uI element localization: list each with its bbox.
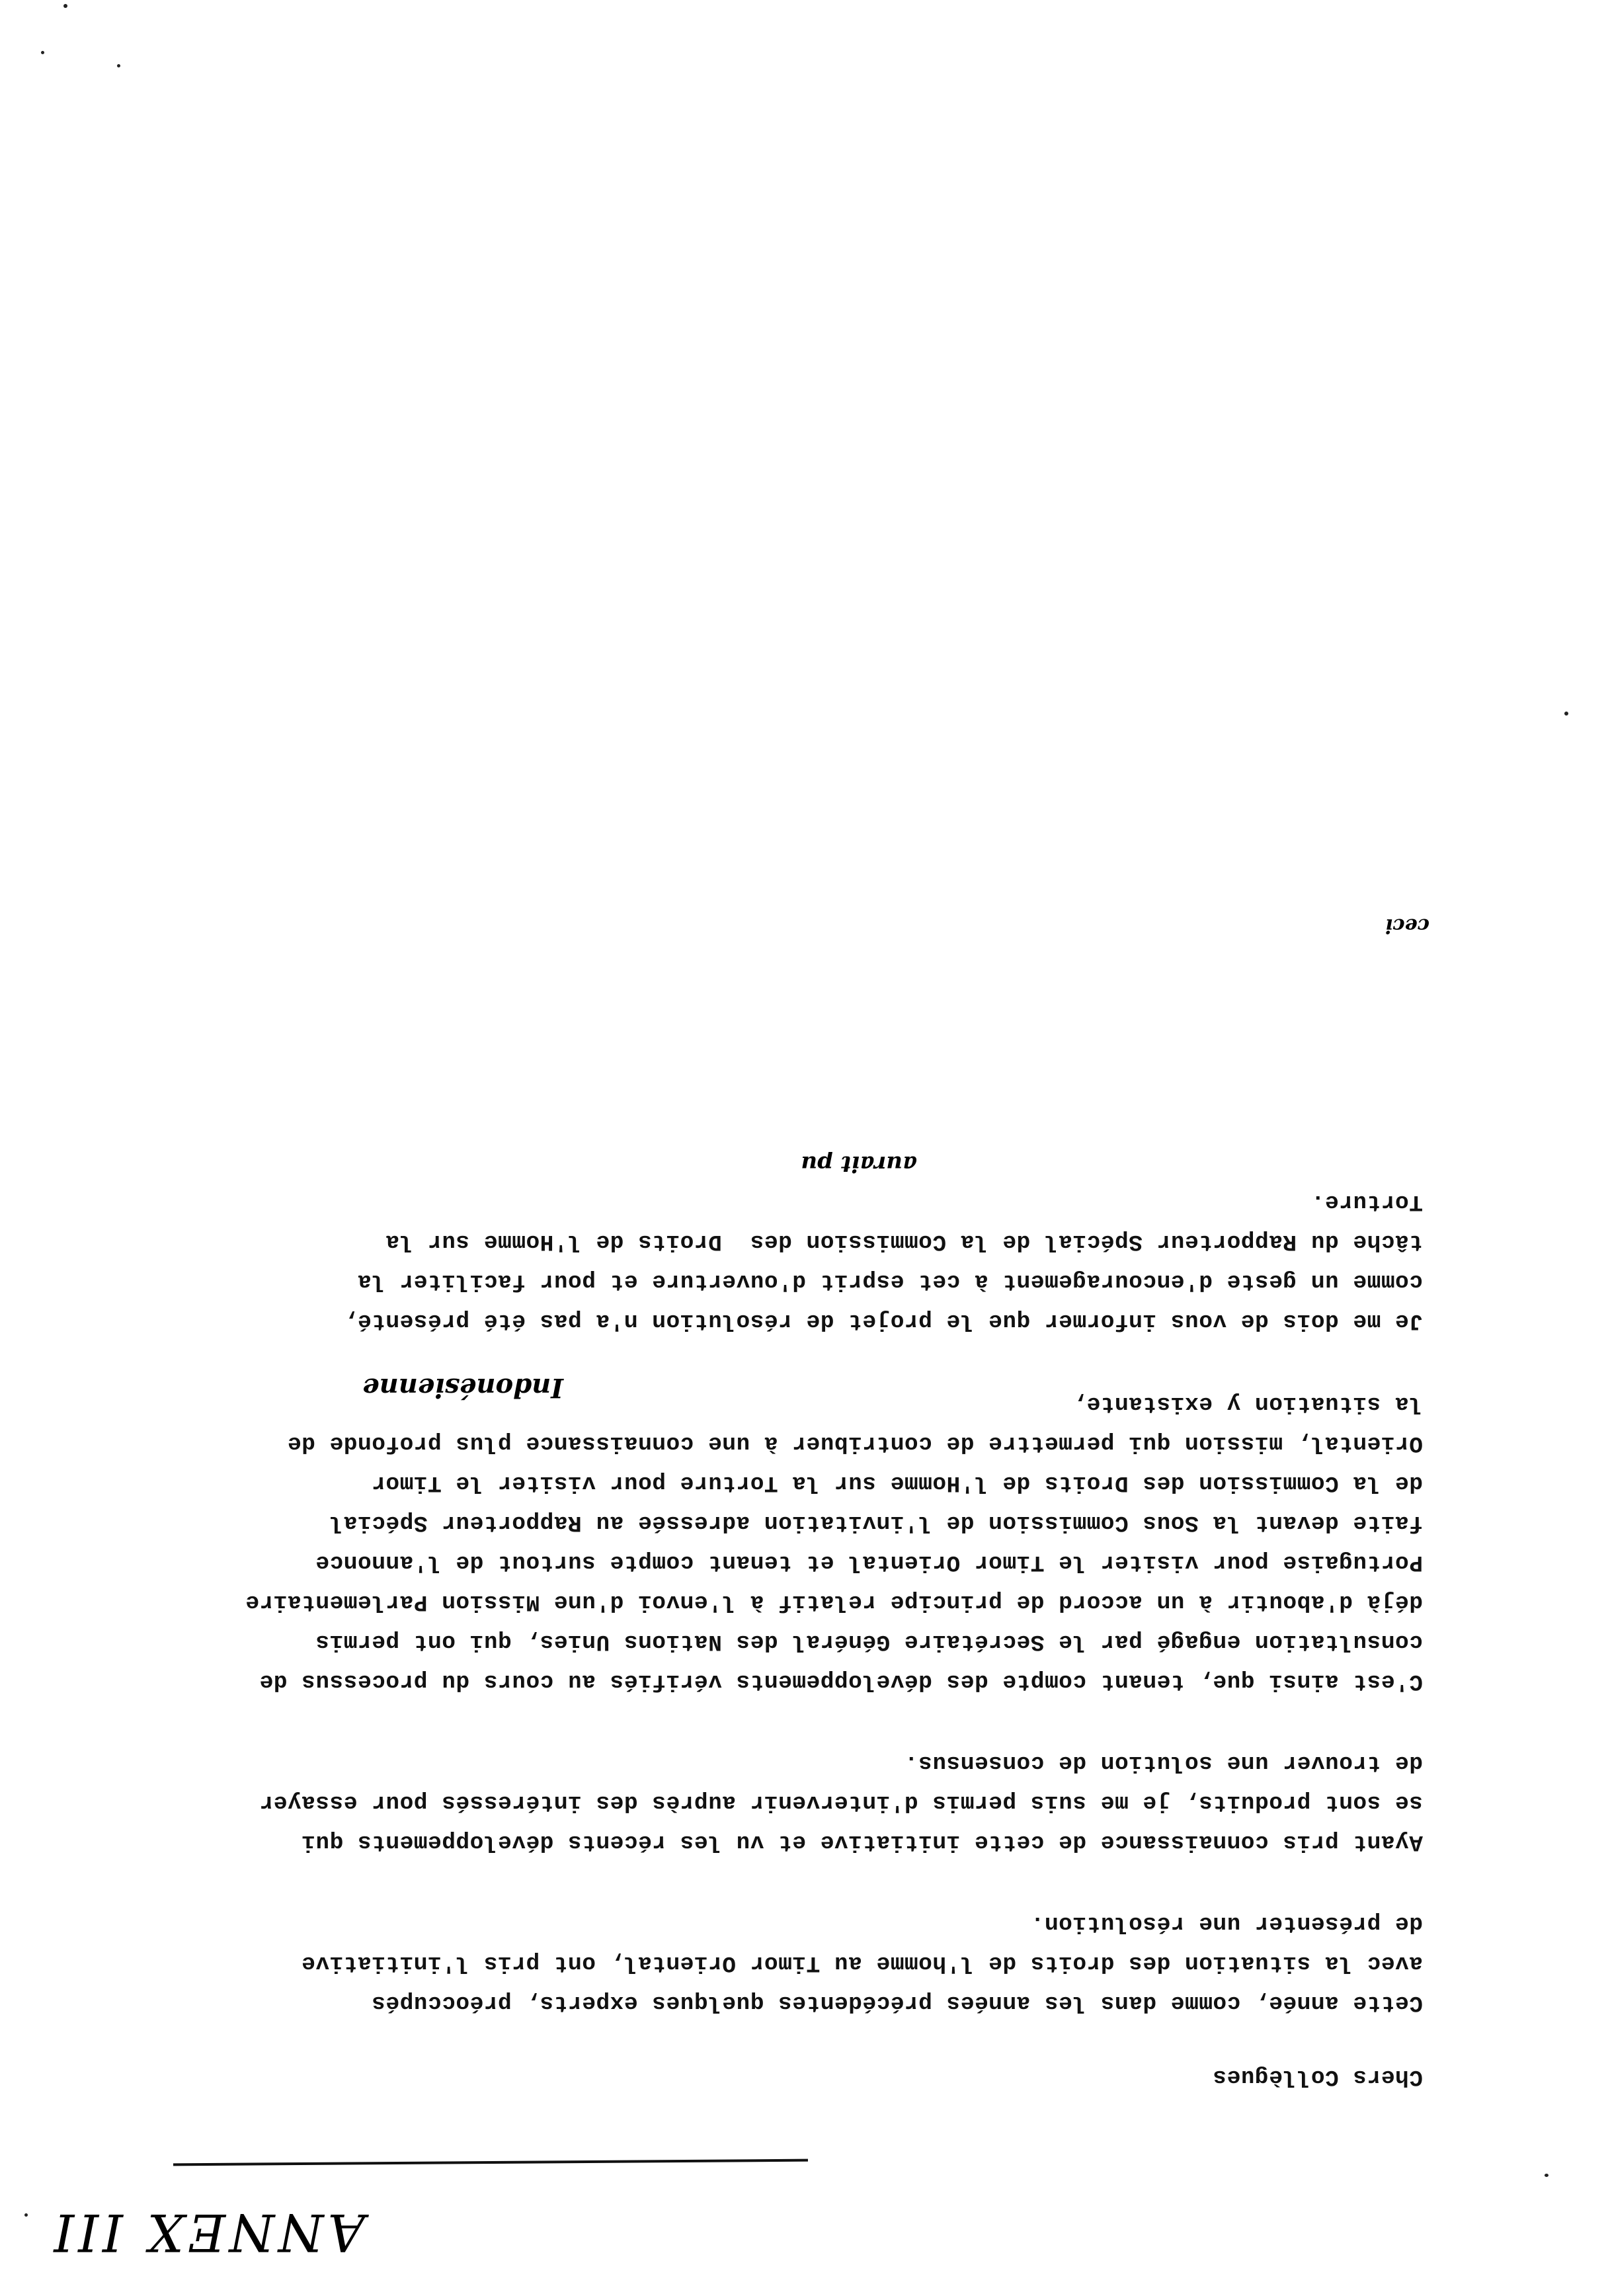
annex-handwritten-heading: ANNEX III (50, 2202, 365, 2262)
handwritten-aurait-pu: aurait pu (801, 1151, 917, 1177)
handwritten-indonesienne: Indonésienne (362, 1372, 563, 1403)
paragraph-1-line-2: avec la situation des droits de l'homme au Timor Oriental, ont pris l'initiative (301, 1950, 1423, 1976)
scan-speck (1545, 2174, 1548, 2177)
paragraph-3-line-6: de la Commission des Droits de l'Homme sur la Torture pour visiter le Timor (371, 1470, 1423, 1496)
paragraph-3-line-5: faite devant la Sous Commission de l'invitation adressée au Rapporteur Spécial (329, 1510, 1423, 1536)
paragraph-4-line-4: Torture. (1310, 1189, 1423, 1215)
paragraph-3-line-3: déjà d'aboutir à un accord de principe relatif à l'envoi d'une Mission Parlementaire (245, 1589, 1423, 1615)
paragraph-2-line-3: de trouver une solution de consensus. (904, 1750, 1423, 1776)
paragraph-4-line-3: tâche du Rapporteur Spécial de la Commission des Droits de l'Homme sur la (385, 1229, 1423, 1254)
paragraph-4-line-2: comme un geste d'encouragement à cet esprit d'ouverture et pour faciliter la (357, 1268, 1423, 1294)
handwritten-ceci: ceci (1385, 914, 1429, 937)
scan-speck (1564, 712, 1568, 716)
paragraph-1-line-1: Cette année, comme dans les années précédentes quelques experts, préoccupés (371, 1990, 1423, 2016)
paragraph-2-line-2: se sont produits, je me suis permis d'intervenir auprès des intéressés pour essayer (259, 1789, 1423, 1815)
scan-speck (117, 64, 120, 67)
paragraph-1-line-3: de présenter une résolution. (1030, 1910, 1423, 1936)
paragraph-3-line-8: la situation y existante, (1072, 1391, 1423, 1416)
scan-speck (41, 51, 44, 54)
paragraph-2-line-1: Ayant pris connaissance de cette initiative et vu les récents développements qui (301, 1829, 1423, 1855)
paragraph-3-line-4: Portugaise pour visiter le Timor Oriental et tenant compte surtout de l'annonce (315, 1549, 1423, 1575)
handwritten-underline (173, 2159, 808, 2166)
scan-speck (24, 2213, 28, 2217)
scan-speck (63, 4, 67, 8)
paragraph-4-line-1: Je me dois de vous informer que le projet de résolution n'a pas été présenté, (343, 1308, 1423, 1334)
paragraph-3-line-7: Oriental, mission qui permettre de contribuer à une connaissance plus profonde de (287, 1430, 1423, 1456)
paragraph-3-line-1: C'est ainsi que, tenant compte des développements vérifiés au cours du processus de (259, 1668, 1423, 1694)
paragraph-3-line-2: consultation engagé par le Secrétaire Général des Nations Unies, qui ont permis (315, 1629, 1423, 1655)
greeting: Chers Collègues (1212, 2064, 1423, 2090)
